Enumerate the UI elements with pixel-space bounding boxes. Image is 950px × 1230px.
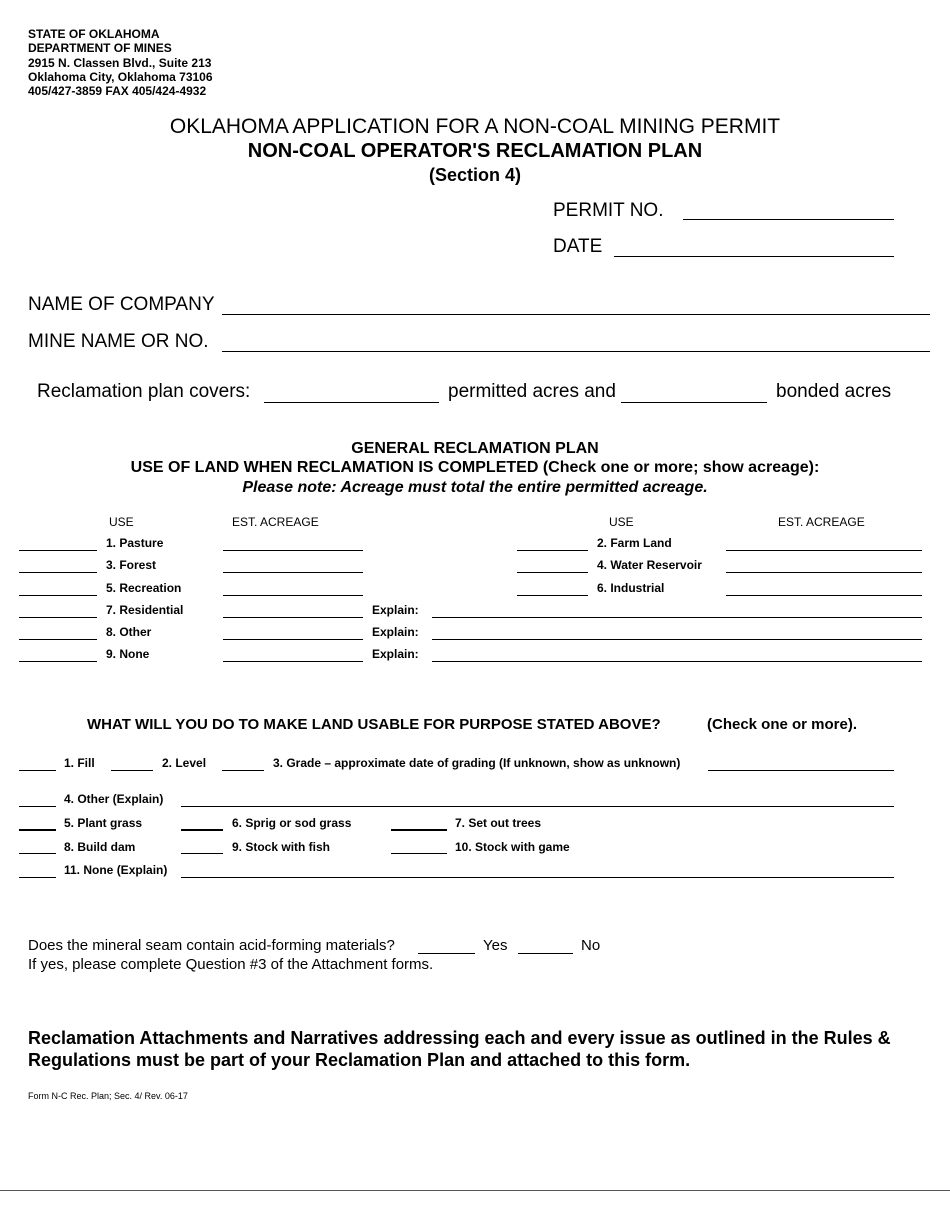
usable-question: WHAT WILL YOU DO TO MAKE LAND USABLE FOR PURPOSE STATED ABOVE? — [87, 716, 661, 733]
level-label: 2. Level — [162, 756, 207, 770]
explain-label: Explain: — [372, 625, 419, 639]
grade-label: 3. Grade – approximate date of grading (If unknown, show as unknown) — [273, 756, 681, 770]
other-action-label: 4. Other (Explain) — [64, 792, 164, 806]
recreation-label: 5. Recreation — [106, 581, 182, 595]
recreation-acreage[interactable] — [223, 595, 363, 596]
acid-yes-field[interactable] — [418, 953, 475, 954]
explain-label: Explain: — [372, 603, 419, 617]
date-field[interactable] — [614, 256, 894, 257]
acres-lead: Reclamation plan covers: — [37, 381, 251, 402]
fill-check[interactable] — [19, 770, 56, 771]
grade-check[interactable] — [222, 770, 264, 771]
residential-label: 7. Residential — [106, 603, 184, 617]
agency-address: 2915 N. Classen Blvd., Suite 213 — [28, 55, 212, 70]
stock-game-check[interactable] — [391, 853, 447, 854]
mine-label: MINE NAME OR NO. — [28, 331, 209, 352]
acreage-column-header-right: EST. ACREAGE — [778, 515, 865, 529]
acreage-column-header: EST. ACREAGE — [232, 515, 319, 529]
none-label: 9. None — [106, 647, 150, 661]
date-label: DATE — [553, 236, 603, 257]
industrial-label: 6. Industrial — [597, 581, 665, 595]
permitted-acres-label: permitted acres and — [448, 381, 616, 402]
other-explain-field[interactable] — [432, 639, 922, 640]
sprig-label: 6. Sprig or sod grass — [232, 816, 352, 830]
build-dam-check[interactable] — [19, 853, 56, 854]
other-action-explain-field[interactable] — [181, 806, 894, 807]
other-label: 8. Other — [106, 625, 152, 639]
pasture-acreage[interactable] — [223, 550, 363, 551]
acid-question: Does the mineral seam contain acid-forming materials? — [28, 937, 395, 954]
form-id: Form N-C Rec. Plan; Sec. 4/ Rev. 06-17 — [28, 1091, 188, 1101]
use-column-header-right: USE — [609, 515, 634, 529]
forest-check[interactable] — [19, 572, 97, 573]
industrial-acreage[interactable] — [726, 595, 922, 596]
agency-city: Oklahoma City, Oklahoma 73106 — [28, 69, 213, 84]
agency-department: DEPARTMENT OF MINES — [28, 41, 172, 56]
other-check[interactable] — [19, 639, 97, 640]
pasture-check[interactable] — [19, 550, 97, 551]
water-reservoir-check[interactable] — [517, 572, 588, 573]
acreage-note: Please note: Acreage must total the entire permitted acreage. — [242, 479, 708, 496]
residential-explain-field[interactable] — [432, 617, 922, 618]
stock-fish-check[interactable] — [181, 853, 223, 854]
trees-check[interactable] — [391, 829, 447, 831]
none-acreage[interactable] — [223, 661, 363, 662]
grade-date-field[interactable] — [708, 770, 894, 771]
farm-land-check[interactable] — [517, 550, 588, 551]
farm-land-label: 2. Farm Land — [597, 536, 672, 550]
none-action-explain-field[interactable] — [181, 877, 894, 878]
form-subtitle: NON-COAL OPERATOR'S RECLAMATION PLAN — [247, 140, 703, 162]
other-acreage[interactable] — [223, 639, 363, 640]
water-reservoir-label: 4. Water Reservoir — [597, 558, 702, 572]
stock-game-label: 10. Stock with game — [455, 840, 570, 854]
plant-grass-label: 5. Plant grass — [64, 816, 143, 830]
pasture-label: 1. Pasture — [106, 536, 164, 550]
permit-no-field[interactable] — [683, 219, 894, 220]
agency-state: STATE OF OKLAHOMA — [28, 27, 160, 41]
agency-header — [28, 27, 213, 98]
build-dam-label: 8. Build dam — [64, 840, 136, 854]
form-title: OKLAHOMA APPLICATION FOR A NON-COAL MINING PERMIT — [169, 115, 781, 138]
none-action-check[interactable] — [19, 877, 56, 878]
recreation-check[interactable] — [19, 595, 97, 596]
bonded-acres-label: bonded acres — [776, 381, 892, 402]
page-bottom-divider — [0, 1190, 950, 1191]
none-action-label: 11. None (Explain) — [64, 863, 168, 877]
permit-no-label: PERMIT NO. — [553, 200, 664, 221]
acid-yes-label: Yes — [483, 937, 508, 954]
residential-acreage[interactable] — [223, 617, 363, 618]
none-explain-field[interactable] — [432, 661, 922, 662]
fill-label: 1. Fill — [64, 756, 95, 770]
attachments-notice: Reclamation Attachments and Narratives addressing each and every issue as outlined in the Rules & Regulations must be part of your Reclamation Plan and attached to this form. — [28, 1028, 891, 1070]
plant-grass-check[interactable] — [19, 829, 56, 831]
agency-phone: 405/427-3859 FAX 405/424-4932 — [28, 84, 207, 99]
residential-check[interactable] — [19, 617, 97, 618]
acid-note: If yes, please complete Question #3 of the Attachment forms. — [28, 956, 434, 973]
permitted-acres-field[interactable] — [264, 402, 439, 403]
bonded-acres-field[interactable] — [621, 402, 767, 403]
mine-field[interactable] — [222, 351, 930, 352]
farm-land-acreage[interactable] — [726, 550, 922, 551]
acid-no-label: No — [581, 937, 601, 954]
forest-label: 3. Forest — [106, 558, 157, 572]
forest-acreage[interactable] — [223, 572, 363, 573]
other-action-check[interactable] — [19, 806, 56, 807]
trees-label: 7. Set out trees — [455, 816, 542, 830]
land-use-heading: USE OF LAND WHEN RECLAMATION IS COMPLETED (Check one or more; show acreage): — [130, 459, 820, 476]
water-reservoir-acreage[interactable] — [726, 572, 922, 573]
form-section: (Section 4) — [428, 165, 521, 185]
company-label: NAME OF COMPANY — [28, 294, 215, 315]
explain-label: Explain: — [372, 647, 419, 661]
none-check[interactable] — [19, 661, 97, 662]
sprig-check[interactable] — [181, 829, 223, 831]
company-field[interactable] — [222, 314, 930, 315]
acid-no-field[interactable] — [518, 953, 573, 954]
level-check[interactable] — [111, 770, 153, 771]
usable-check-note: (Check one or more). — [707, 716, 858, 733]
stock-fish-label: 9. Stock with fish — [232, 840, 331, 854]
general-plan-heading: GENERAL RECLAMATION PLAN — [351, 440, 599, 457]
use-column-header: USE — [109, 515, 134, 529]
industrial-check[interactable] — [517, 595, 588, 596]
